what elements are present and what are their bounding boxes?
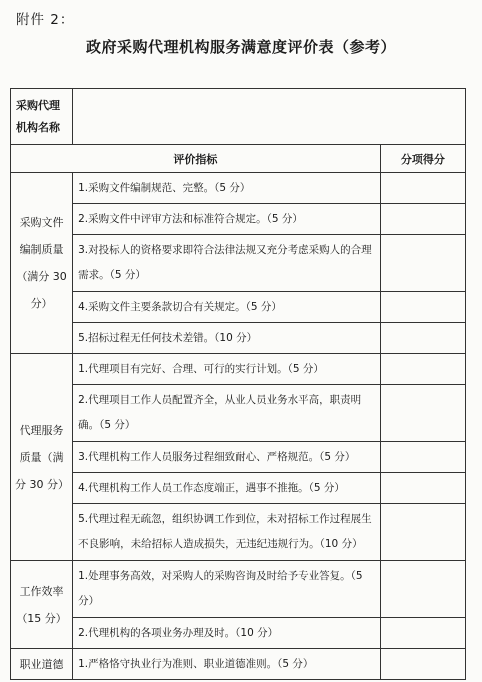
score-cell[interactable] (380, 354, 465, 385)
indicator-item: 3.对投标人的资格要求即符合法律法规又充分考虑采购人的合理需求。（5 分） (73, 235, 381, 292)
score-cell[interactable] (380, 504, 465, 561)
agency-name-label: 采购代理机构名称 (11, 89, 73, 145)
indicator-item: 2.采购文件中评审方法和标准符合规定。（5 分） (73, 204, 381, 235)
score-cell[interactable] (380, 323, 465, 354)
indicator-item: 5.代理过程无疏忽，组织协调工作到位，未对招标工作过程展生不良影响，未给招标人造成损失，无违纪违规行为。（10 分） (73, 504, 381, 561)
indicator-item: 1.严格恪守执业行为准则、职业道德准则。（5 分） (73, 649, 381, 680)
agency-name-field[interactable] (73, 89, 466, 145)
category-professional-ethics: 职业道德 (11, 649, 73, 680)
score-cell[interactable] (380, 204, 465, 235)
score-cell[interactable] (380, 442, 465, 473)
page-title: 政府采购代理机构服务满意度评价表（参考） (85, 38, 396, 56)
indicator-item: 1.代理项目有完好、合理、可行的实行计划。（5 分） (73, 354, 381, 385)
score-cell[interactable] (380, 618, 465, 649)
indicator-item: 4.采购文件主要条款切合有关规定。（5 分） (73, 292, 381, 323)
score-cell[interactable] (380, 385, 465, 442)
score-cell[interactable] (380, 235, 465, 292)
indicator-item: 2.代理项目工作人员配置齐全，从业人员业务水平高，职责明确。（5 分） (73, 385, 381, 442)
evaluation-table (10, 88, 466, 680)
score-cell[interactable] (380, 473, 465, 504)
category-service-quality: 代理服务质量（满分 30 分） (11, 354, 73, 561)
indicator-item: 3.代理机构工作人员服务过程细致耐心、严格规范。（5 分） (73, 442, 381, 473)
score-cell[interactable] (380, 292, 465, 323)
attachment-label: 附件 2： (16, 12, 75, 28)
indicator-item: 1.采购文件编制规范、完整。（5 分） (73, 173, 381, 204)
indicator-item: 2.代理机构的各项业务办理及时。（10 分） (73, 618, 381, 649)
score-header: 分项得分 (380, 145, 465, 173)
category-document-quality: 采购文件编制质量（满分 30 分） (11, 173, 73, 354)
score-cell[interactable] (380, 561, 465, 618)
indicator-item: 5.招标过程无任何技术差错。（10 分） (73, 323, 381, 354)
score-cell[interactable] (380, 649, 465, 680)
indicator-item: 1.处理事务高效，对采购人的采购咨询及时给予专业答复。（5 分） (73, 561, 381, 618)
category-work-efficiency: 工作效率（15 分） (11, 561, 73, 649)
indicator-item: 4.代理机构工作人员工作态度端正，遇事不推拖。（5 分） (73, 473, 381, 504)
indicator-header: 评价指标 (11, 145, 381, 173)
score-cell[interactable] (380, 173, 465, 204)
